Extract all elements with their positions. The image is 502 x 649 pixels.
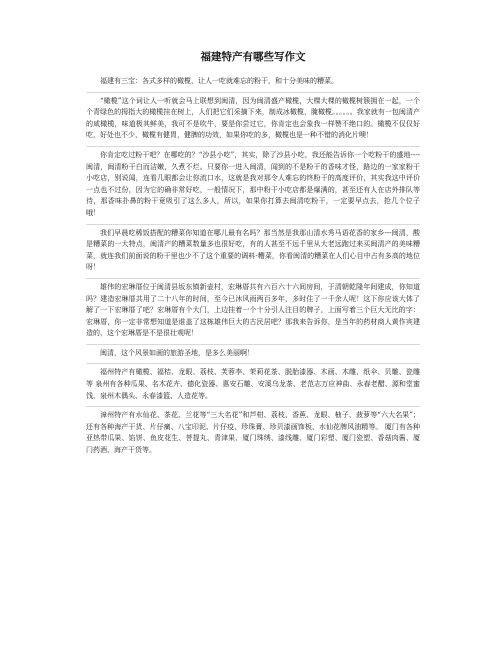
paragraph-minqing-scenery: 闽清，这个风景如画的旅游圣地，是多么美丽啊！: [86, 345, 420, 365]
paragraph-fuzhou-quanzhou: 福州特产有橄榄、福桔、龙眼、荔枝、芙蓉李、茉莉花茶、脱胎漆器、木画、木雕、纸伞、贝雕、瓷雕等 泉州有各种瓜果、名木花卉、德化瓷器、惠安石雕、安溪乌龙茶、老范志万应神曲、永春老醋、源和堂蜜饯、泉州木偶头、永春漆篮、人造花等。: [86, 364, 420, 407]
article-body: [86, 73, 420, 461]
paragraph-olives: “橄榄”这个词让人一听就会马上联想到闽清，因为闽清盛产橄榄，大棵大棵的橄榄树簇拥在一起，一个个青绿色的拇指大的橄榄挂在树上，人们把它们采摘下来，制成冰橄榄，腌橄榄。。。。。。我家就有一包闽清产的咸橄榄，味道极其鲜美，我可不是吹牛，要是你尝过它，你肯定也会象我一样赞不绝口的。橄榄不仅仅好吃，好处也不少，橄榄有健胃，健脾的功效，如果你吃的多，橄榄也是一种不错的消化片噢！: [86, 93, 420, 147]
paragraph-rice-noodles: 你肯定吃过粉干吧？在哪吃的？“沙县小吃”，其实，除了沙县小吃，我还能告诉你一个吃粉干的盛地----闽清，闽清粉干白而洁嫩，久煮不烂。只要你一进入闽清，闻到的不是粉干的香味才怪，路边的一家家粉干小吃店，别说闻，连看几眼都会让你流口水，这就是我对那令人难忘的终粉干的高度评价，其实我这中评价一点也不过份，因为它的确非常好吃，一般情况下，那中粉干小吃店都是爆满的，甚至还有人在店外排队等待，那香味扑鼻的粉干竟吸引了这么多人，所以，如果你打算去闽清吃粉干，一定要早点去，抢几个位子哦！: [86, 147, 420, 225]
paragraph-pickled-vegetables: 我们早晨吃稀饭搭配的糟菜你知道在哪儿最有名吗？那当然是我那山清水秀马语花香的家乡---闽清，酸是糟菜的一大特点，闽清产的糟菜数量多也很好吃，有的人甚至不远千里从大老远跑过来买闽清产的美味糟菜，就连我们前面说的粉干里也少不了这个重要的调料-糟菜，你看闽清的糟菜在人们心目中占有多高的地位呀！: [86, 225, 420, 279]
document-page: [86, 50, 420, 461]
paragraph-honglin-mansion: 雄伟的宏琳厝位于闽清县坂东镇新壶村，宏琳厝共有六百六十六间房间，于清朝乾隆年间建成，你知道吗？建造宏琳厝共用了二十八年的时间，至今已沐风雨两百多年，多时住了一千余人呢！这下你应该大体了解了一下宏琳厝了吧？宏琳厝有个大门，上边挂着一个十分引人注目的牌子，上面写着三个巨大无比的字：宏琳厝，你一定非常想知道是谁盖了这栋雄伟巨大的古民居吧？那我来告诉你，是当年的药材商人黄作宾建造的，这个宏琳厝是不是很壮观呢！: [86, 279, 420, 345]
paragraph-intro: 福建有三宝：各式多样的橄榄，让人一吃就难忘的粉干，和十分美味的糟菜。: [86, 73, 420, 93]
paragraph-zhangzhou-xiamen: 漳州特产有水仙花、茶花、兰花等“三大名花”和芦柑、荔枝、香蕉、龙眼、柚子、菠萝等“六大名果”；还有各种海产干货、片仔癀、八宝印泥、片仔疫、珍珠膏、珍贝漆画饰板、水仙花牌风油精等。 厦门有各种亚热带瓜果、馅饼、鱼皮花生、菩提丸、青津果、厦门珠绣、漆线雕、厦门彩塑、厦门瓷塑、香菇肉酱、厦门药酒、海产干货等。: [86, 411, 420, 455]
document-title: 福建特产有哪些写作文: [200, 51, 306, 63]
